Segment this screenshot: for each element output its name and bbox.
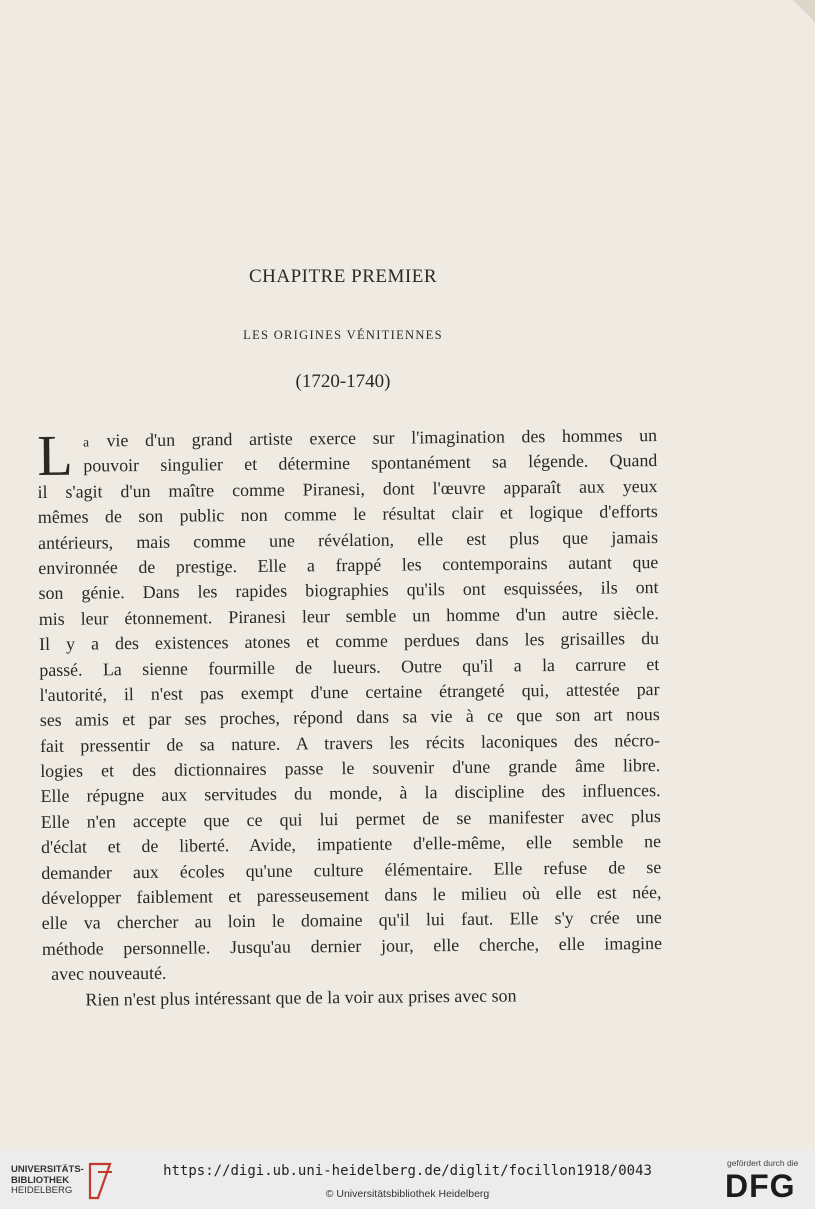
text-line: il s'agit d'un maître comme Piranesi, dont l'œuvre apparaît aux yeux: [37, 475, 658, 502]
institution-line: HEIDELBERG: [11, 1185, 73, 1196]
text-line: fait pressentir de sa nature. A travers les récits laconiques des nécro-: [39, 729, 661, 756]
text-line: avec nouveauté.: [51, 962, 167, 985]
text-line: elle va chercher au loin le domaine qu'il lui faut. Elle s'y crée une: [41, 907, 662, 934]
text-line: méthode personnelle. Jusqu'au dernier jour, elle cherche, elle imagine: [41, 932, 663, 959]
text-line: Elle répugne aux servitudes du monde, à la discipline des influences.: [40, 780, 661, 807]
text-line: logies et des dictionnaires passe le souvenir d'une grande âme libre.: [40, 755, 661, 782]
text-line: Elle n'en accepte que ce qui lui permet de se manifester avec plus: [40, 805, 661, 832]
drop-cap: L: [36, 422, 74, 488]
text-line: demander aux écoles qu'une culture élémentaire. Elle refuse de se: [41, 856, 662, 883]
page-corner-shadow: [793, 0, 815, 22]
text-line: d'éclat et de liberté. Avide, impatiente d'elle-même, elle semble ne: [40, 831, 662, 858]
text-line: mêmes de son public non comme le résultat clair et logique d'efforts: [37, 501, 658, 528]
text-line: pouvoir singulier et détermine spontanément sa légende. Quand: [83, 450, 658, 476]
institution-line: UNIVERSITÄTS-: [11, 1164, 84, 1175]
chapter-title: CHAPITRE PREMIER: [249, 266, 437, 287]
text-line: passé. La sienne fourmille de lueurs. Outre qu'il a la carrure et: [39, 653, 660, 680]
text-line: ses amis et par ses proches, répond dans sa vie à ce que son art nous: [39, 704, 660, 731]
text-line: environnée de prestige. Elle a frappé les contemporains autant que: [38, 551, 659, 578]
text-line: son génie. Dans les rapides biographies qu'ils ont esquissées, ils ont: [38, 577, 659, 604]
viewer-footer: [0, 1150, 815, 1209]
text-line: mis leur étonnement. Piranesi leur semble un homme d'un autre siècle.: [38, 602, 659, 629]
small-cap-letter: a: [83, 434, 90, 450]
chapter-subtitle: LES ORIGINES VÉNITIENNES: [243, 328, 443, 342]
text-line-content: vie d'un grand artiste exerce sur l'imagination des hommes un: [89, 425, 658, 451]
body-text: [37, 423, 663, 1013]
chapter-dates: (1720-1740): [295, 371, 391, 392]
dfg-logo[interactable]: DFG: [725, 1168, 796, 1204]
permalink-url[interactable]: https://digi.ub.uni-heidelberg.de/diglit/focillon1918/0043: [163, 1163, 652, 1179]
text-line: Rien n'est plus intéressant que de la voir aux prises avec son: [85, 985, 517, 1010]
institution-line: BIBLIOTHEK: [11, 1174, 70, 1186]
text-line: développer faiblement et paresseusement dans le milieu où elle est née,: [41, 882, 662, 909]
copyright-notice: © Universitätsbibliothek Heidelberg: [325, 1188, 490, 1200]
text-line: antérieurs, mais comme une révélation, elle est plus que jamais: [37, 526, 659, 553]
text-line: l'autorité, il n'est pas exempt d'une certaine étrangeté qui, attestée par: [39, 678, 660, 705]
funding-caption: gefördert durch die: [727, 1158, 799, 1168]
text-line: Il y a des existences atones et comme perdues dans les grisailles du: [38, 628, 660, 655]
